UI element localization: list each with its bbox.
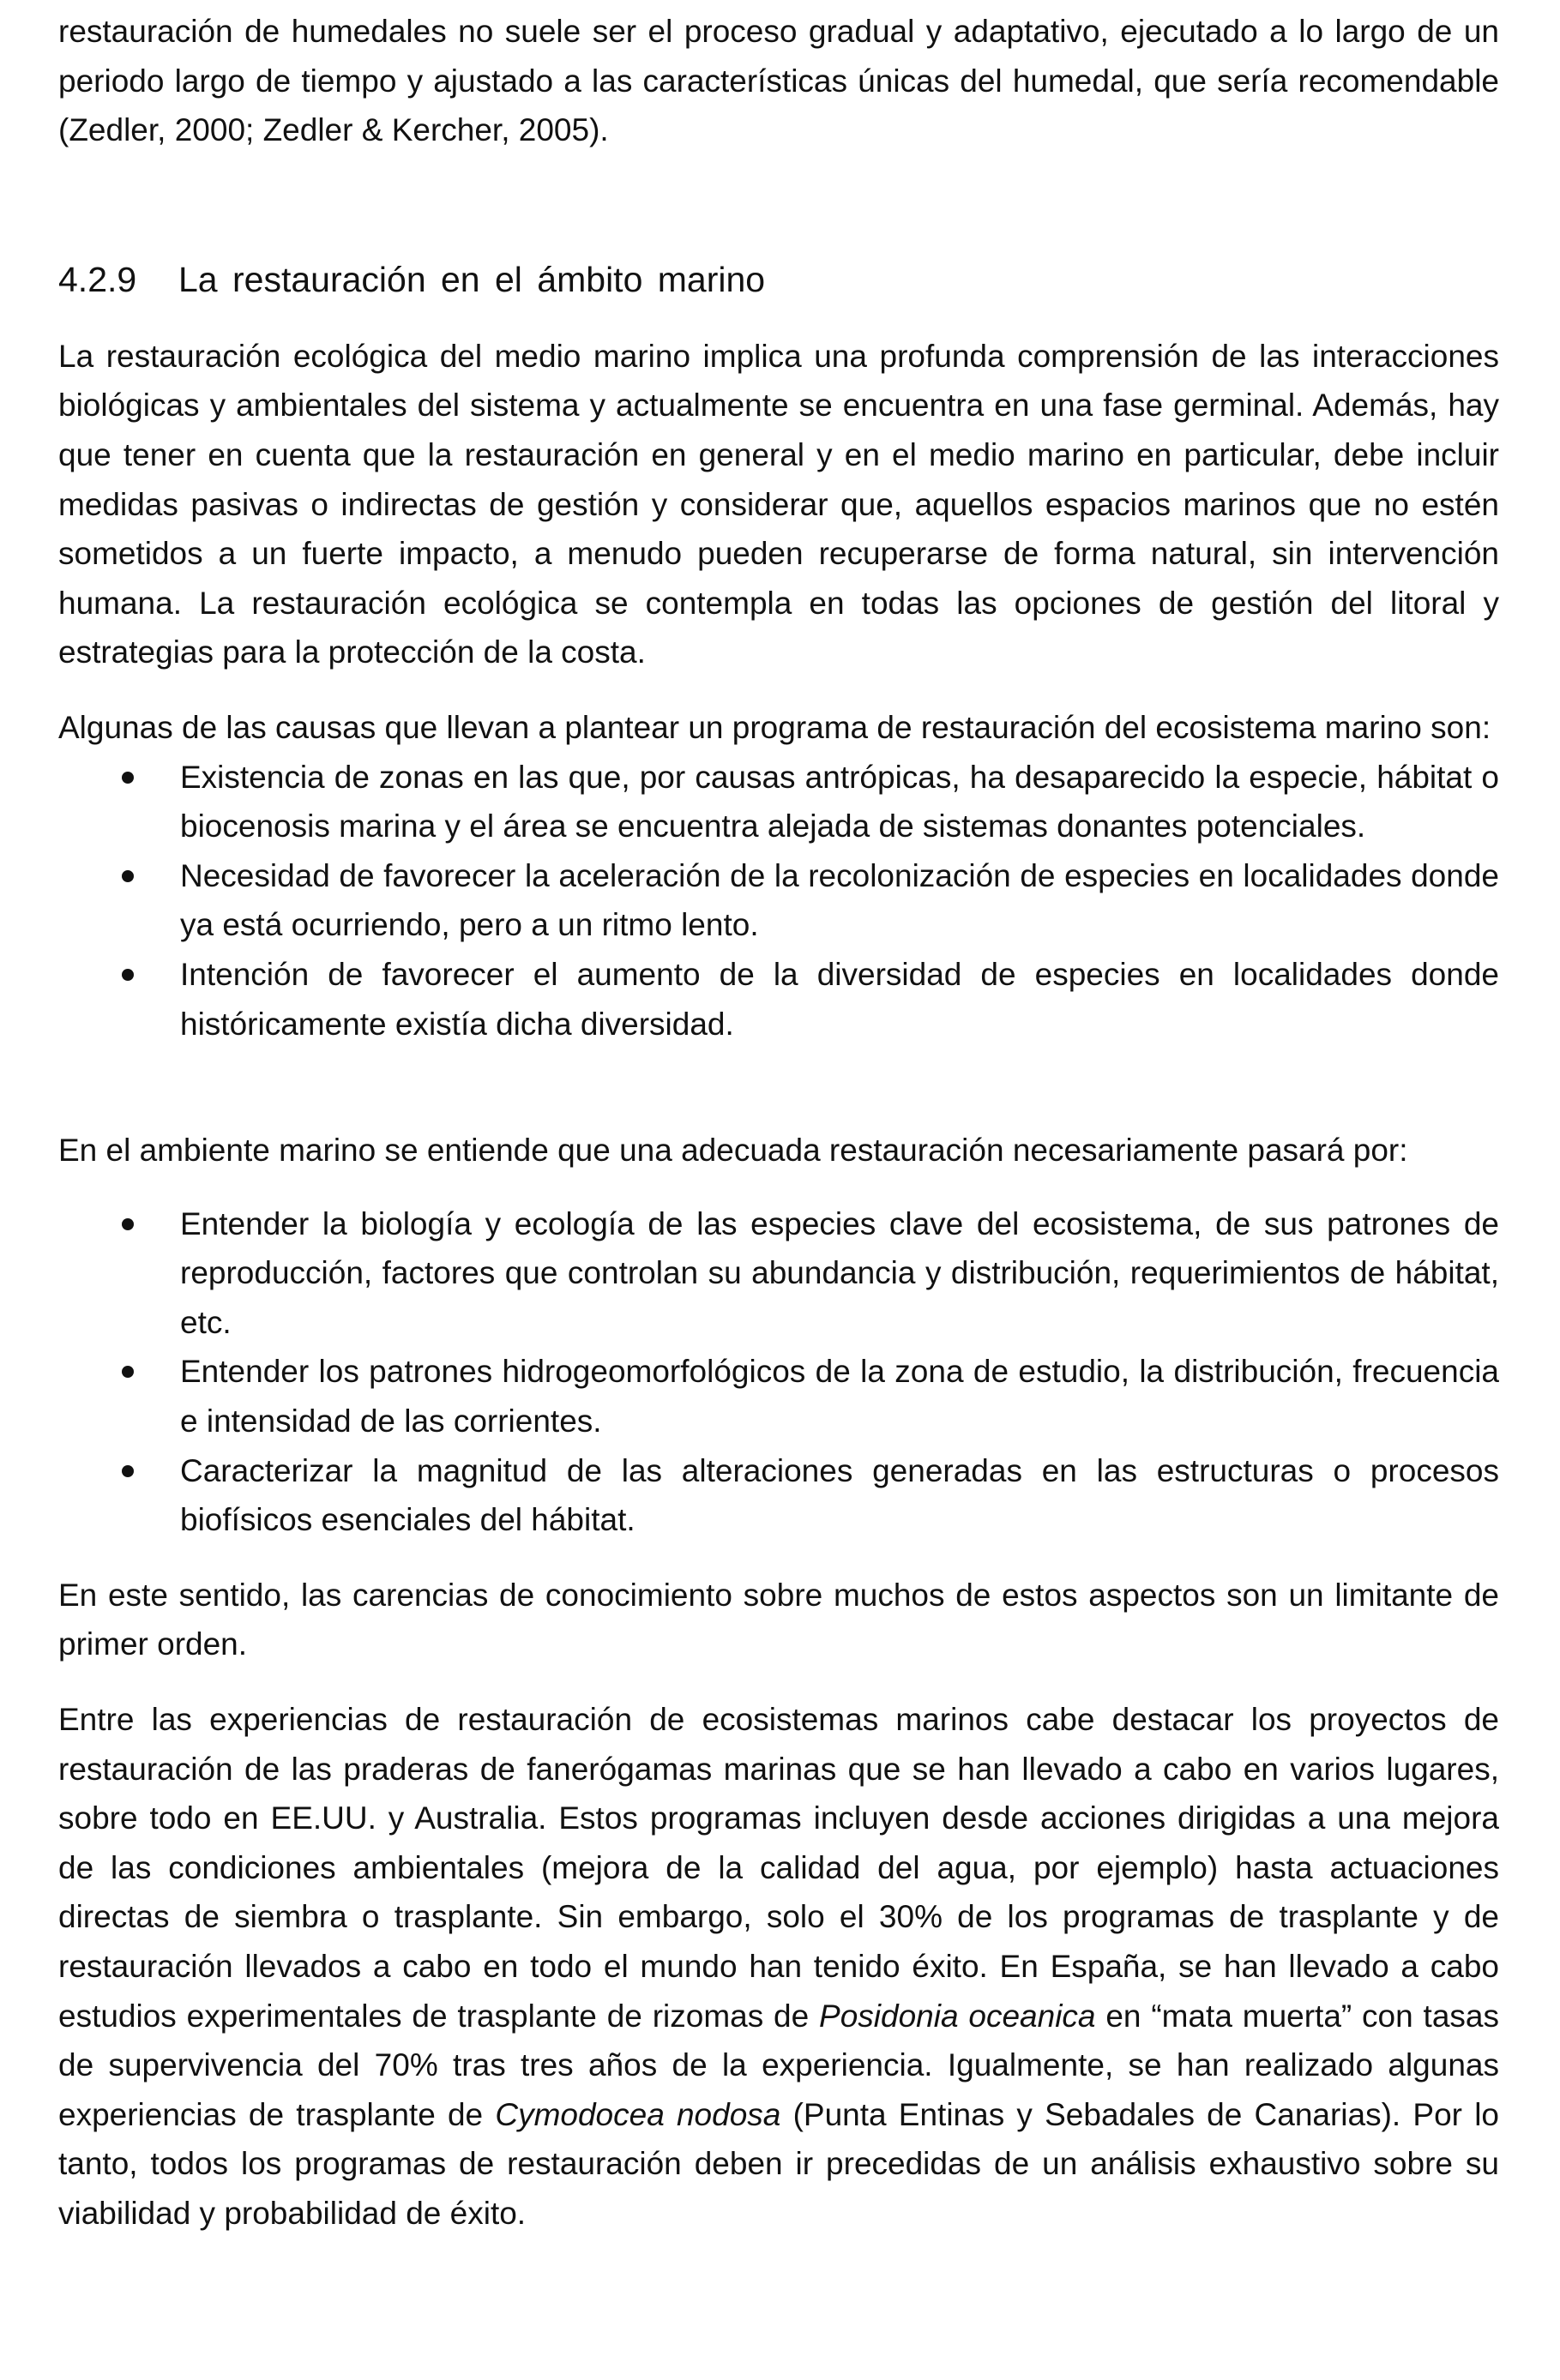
bullet-icon bbox=[122, 772, 134, 784]
paragraph-5-part-1: Entre las experiencias de restauración de ecosistemas marinos cabe destacar los proyectos de restauración de las praderas de fanerógamas marinas que se han llevado a cabo en varios lugares, sobre todo en EE.UU. y Australia. Estos programas incluyen desde acciones dirigidas a una mejora de las condiciones ambientales (mejora de la calidad del agua, por ejemplo) hasta actuaciones directas de siembra o trasplante. Sin embargo, solo el 30% de los programas de trasplante y de restauración llevados a cabo en todo el mundo han tenido éxito. En España, se han llevado a cabo estudios experimentales de trasplante de rizomas de bbox=[58, 1702, 1499, 2034]
list-item bbox=[58, 1199, 1499, 1348]
paragraph-1: La restauración ecológica del medio marino implica una profunda comprensión de las interacciones biológicas y ambientales del sistema y actualmente se encuentra en una fase germinal. Además, hay que tener en cuenta que la restauración en general y en el medio marino en particular, debe incluir medidas pasivas o indirectas de gestión y considerar que, aquellos espacios marinos que no estén sometidos a un fuerte impacto, a menudo pueden recuperarse de forma natural, sin intervención humana. La restauración ecológica se contempla en todas las opciones de gestión del litoral y estrategias para la protección de la costa. bbox=[58, 338, 1499, 670]
species-name-cymodocea: Cymodocea nodosa bbox=[495, 2096, 781, 2132]
species-name-posidonia: Posidonia oceanica bbox=[819, 1998, 1096, 2034]
bullet-icon bbox=[122, 1218, 134, 1230]
bullet-icon bbox=[122, 1366, 134, 1378]
paragraph-5 bbox=[58, 1695, 1499, 2239]
list-item-text: Existencia de zonas en las que, por causas antrópicas, ha desaparecido la especie, hábitat o biocenosis marina y el área se encuentra alejada de sistemas donantes potenciales. bbox=[180, 759, 1499, 844]
list-item bbox=[58, 1446, 1499, 1545]
list-item bbox=[58, 950, 1499, 1049]
paragraph-4: En este sentido, las carencias de conocimiento sobre muchos de estos aspectos son un limitante de primer orden. bbox=[58, 1577, 1499, 1662]
paragraph-5-part-2: en “mata muerta” con tasas de supervivencia del 70% tras tres años de la experiencia. Igualmente, se han realizado algunas experiencias de trasplante de bbox=[58, 1998, 1499, 2132]
list-item bbox=[58, 753, 1499, 851]
paragraph-3: En el ambiente marino se entiende que una adecuada restauración necesariamente pasará por: bbox=[58, 1133, 1408, 1169]
section-title: La restauración en el ámbito marino bbox=[178, 259, 766, 299]
section-heading bbox=[58, 256, 1499, 303]
bullet-icon bbox=[122, 870, 134, 882]
document-page bbox=[58, 0, 1499, 2239]
causes-list bbox=[58, 753, 1499, 1049]
paragraph-5-part-3: (Punta Entinas y Sebadales de Canarias). Por lo tanto, todos los programas de restauración deben ir precedidas de un análisis exhaustivo sobre su viabilidad y probabilidad de éxito. bbox=[58, 2096, 1499, 2231]
list-item-text: Intención de favorecer el aumento de la diversidad de especies en localidades donde históricamente existía dicha diversidad. bbox=[180, 956, 1499, 1042]
list-item-text: Necesidad de favorecer la aceleración de la recolonización de especies en localidades donde ya está ocurriendo, pero a un ritmo lento. bbox=[180, 857, 1499, 943]
list-item-text: Entender la biología y ecología de las especies clave del ecosistema, de sus patrones de reproducción, factores que controlan su abundancia y distribución, requerimientos de hábitat, etc. bbox=[180, 1205, 1499, 1340]
section-number: 4.2.9 bbox=[58, 259, 137, 299]
bullet-icon bbox=[122, 1465, 134, 1477]
list-item-text: Entender los patrones hidrogeomorfológicos de la zona de estudio, la distribución, frecuencia e intensidad de las corrientes. bbox=[180, 1354, 1499, 1439]
bullet-icon bbox=[122, 969, 134, 981]
requirements-list bbox=[58, 1199, 1499, 1545]
intro-paragraph: restauración de humedales no suele ser el proceso gradual y adaptativo, ejecutado a lo largo de un periodo largo de tiempo y ajustado a las características únicas del humedal, que sería recomendable (Zedler, 2000; Zedler & Kercher, 2005). bbox=[58, 14, 1499, 148]
paragraph-2: Algunas de las causas que llevan a plantear un programa de restauración del ecosistema marino son: bbox=[58, 709, 1491, 745]
list-item-text: Caracterizar la magnitud de las alteraciones generadas en las estructuras o procesos biofísicos esenciales del hábitat. bbox=[180, 1452, 1499, 1538]
list-item bbox=[58, 851, 1499, 950]
list-item bbox=[58, 1347, 1499, 1445]
